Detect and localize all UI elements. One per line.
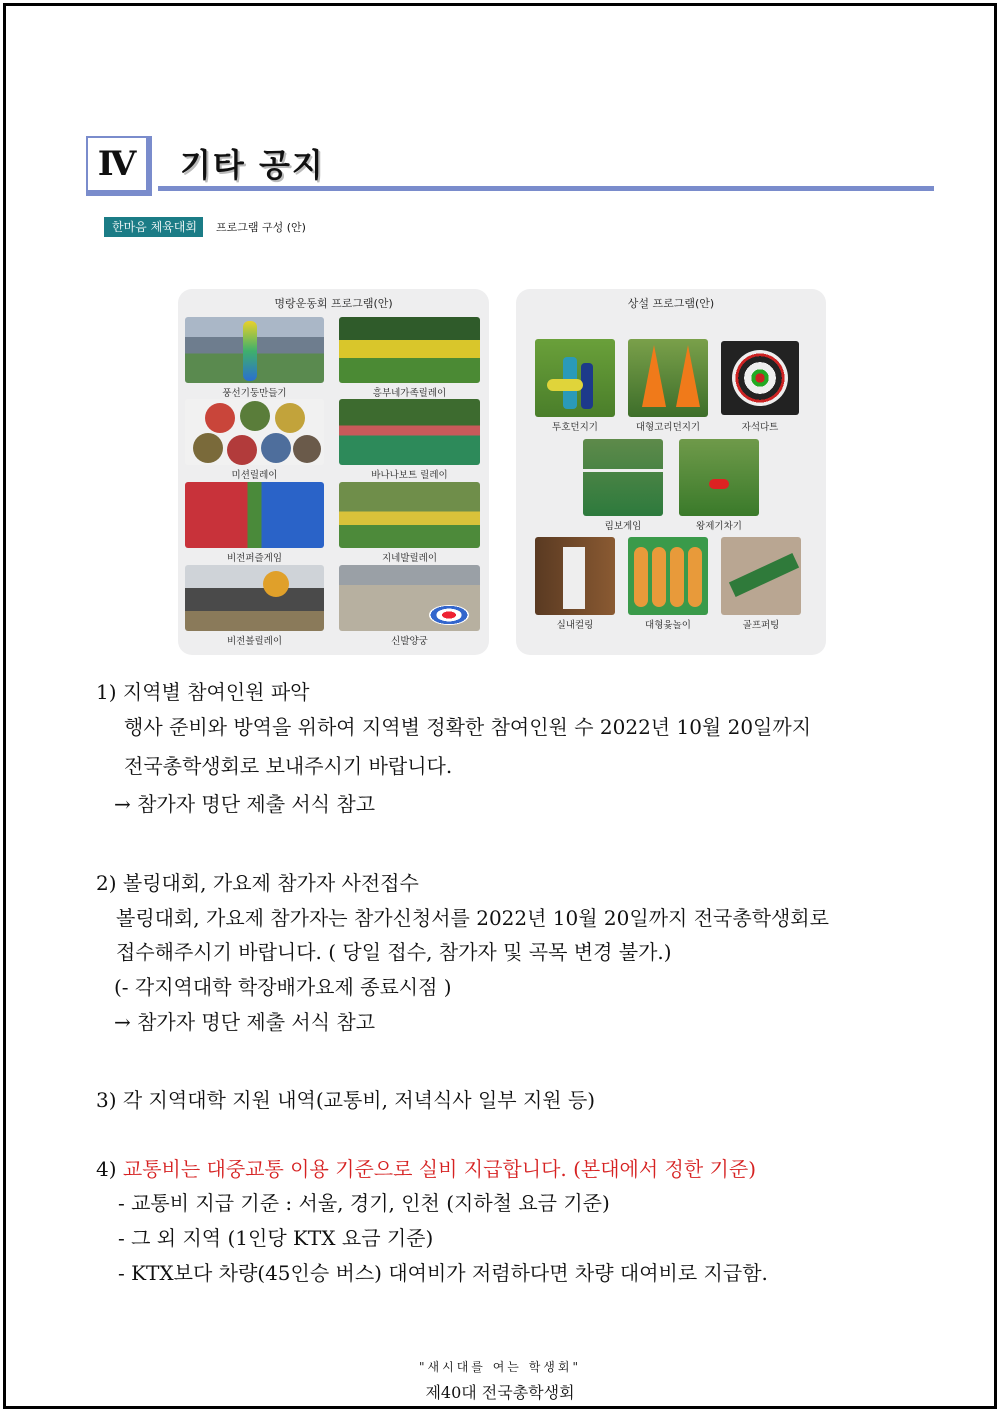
event-tag-sub: 프로그램 구성 (안) — [216, 221, 306, 234]
caption: 대형고리던지기 — [635, 422, 701, 433]
footer-org: 제40대 전국총학생회 — [425, 1383, 575, 1402]
caption: 림보게임 — [604, 521, 642, 532]
caption: 실내컬링 — [556, 620, 594, 631]
section-number: Ⅳ — [86, 136, 152, 196]
item1-line2: 전국총학생회로 보내주시기 바랍니다. — [124, 754, 453, 778]
item1-heading: 1) 지역별 참여인원 파악 — [96, 680, 310, 704]
caption: 대형윷놀이 — [645, 620, 691, 631]
photo-banana-boat — [339, 399, 480, 465]
footer-slogan: "새시대를 여는 학생회" — [419, 1360, 581, 1374]
item4-line1: - 교통비 지급 기준 : 서울, 경기, 인천 (지하철 요금 기준) — [118, 1191, 610, 1215]
caption: 바나나보트 릴레이 — [371, 470, 448, 481]
item4-heading — [96, 1153, 756, 1182]
item3-heading: 3) 각 지역대학 지원 내역(교통비, 저녁식사 일부 지원 등) — [96, 1088, 596, 1112]
photo-shoe-archery — [339, 565, 480, 631]
photo-family-relay — [339, 317, 480, 383]
caption: 골프퍼팅 — [742, 620, 780, 631]
item2-line1: 볼링대회, 가요제 참가자는 참가신청서를 2022년 10월 20일까지 전국총학생회로 — [116, 906, 829, 930]
item4-heading-text: 교통비는 대중교통 이용 기준으로 실비 지급합니다. (본대에서 정한 기준) — [122, 1157, 756, 1181]
photo-limbo — [583, 439, 663, 516]
caption: 왕제기차기 — [696, 521, 742, 532]
item4-number: 4) — [96, 1157, 123, 1181]
caption: 투호던지기 — [552, 422, 598, 433]
event-tag: 한마음 체육대회 — [104, 217, 203, 237]
right-program-panel — [516, 289, 826, 655]
caption: 비전퍼즐게임 — [226, 553, 283, 564]
item4-line3: - KTX보다 차량(45인승 버스) 대여비가 저렴하다면 차량 대여비로 지급함. — [118, 1261, 768, 1285]
right-panel-title: 상설 프로그램(안) — [627, 297, 715, 310]
item2-line4: → 참가자 명단 제출 서식 참고 — [114, 1010, 376, 1034]
photo-indoor-curling — [535, 537, 615, 615]
left-panel-title: 명랑운동회 프로그램(안) — [274, 297, 393, 310]
photo-golf-putting — [721, 537, 801, 615]
photo-balloon-pillar — [185, 317, 324, 383]
caption: 신발양궁 — [391, 636, 428, 647]
item2-heading: 2) 볼링대회, 가요제 참가자 사전접수 — [96, 871, 419, 895]
photo-jegi-kick — [679, 439, 759, 516]
left-program-panel — [178, 289, 489, 655]
item4-line2: - 그 외 지역 (1인당 KTX 요금 기준) — [118, 1226, 434, 1250]
photo-vision-puzzle — [185, 482, 324, 548]
photo-magnetic-darts — [721, 341, 799, 415]
photo-mission-relay — [185, 399, 324, 465]
caption: 지네발릴레이 — [381, 553, 438, 564]
section-underline — [158, 186, 934, 191]
photo-ring-toss — [628, 339, 708, 417]
item2-line2: 접수해주시기 바랍니다. ( 당일 접수, 참가자 및 곡목 변경 불가.) — [116, 940, 672, 964]
photo-giant-yut — [628, 537, 708, 615]
item1-line1: 행사 준비와 방역을 위하여 지역별 정확한 참여인원 수 2022년 10월 20일까지 — [124, 715, 812, 739]
photo-pitch-pot — [535, 339, 615, 417]
caption: 흥부네가족릴레이 — [372, 388, 447, 399]
caption: 미션릴레이 — [231, 470, 278, 481]
section-title: 기타 공지 — [180, 146, 325, 184]
caption: 자석다트 — [741, 422, 779, 433]
caption: 풍선기둥만들기 — [222, 388, 287, 399]
item2-line3: (- 각지역대학 학장배가요제 종료시점 ) — [114, 975, 452, 999]
item1-line3: → 참가자 명단 제출 서식 참고 — [114, 792, 376, 816]
photo-centipede-relay — [339, 482, 480, 548]
photo-vision-ball — [185, 565, 324, 631]
caption: 비전볼릴레이 — [226, 636, 283, 647]
